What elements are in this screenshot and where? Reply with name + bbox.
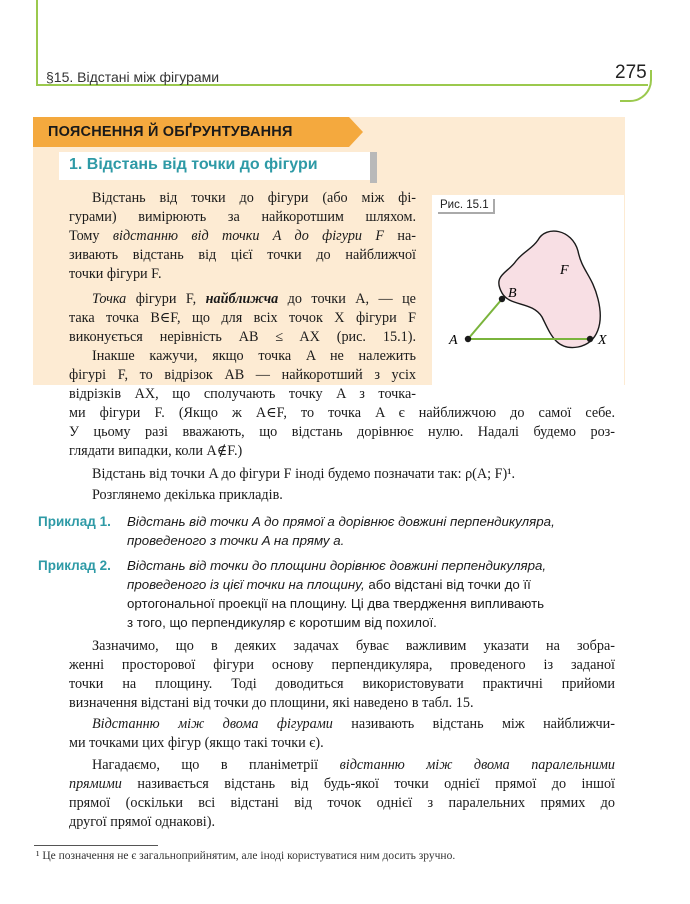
point-a — [465, 336, 471, 342]
p1-line-2: гурами) вимірюють за найкоротшим шляхом. — [69, 209, 416, 225]
subsection-title: 1. Відстань від точки до фігури — [69, 156, 318, 173]
p1-line-5: точки фігури F. — [69, 266, 162, 282]
p1-line-3: Тому відстанню від точки A до фігури F на- — [69, 228, 416, 244]
p1-line-4: зивають відстань від цієї точки до найближчої — [69, 247, 416, 263]
running-head: §15. Відстані між фігурами — [46, 69, 220, 85]
p5-line: Розглянемо декілька прикладів. — [92, 487, 283, 503]
label-a: A — [449, 333, 458, 348]
example-2-line-2: проведеного із цієї точки на площину, або відстані від точки до її — [127, 577, 531, 592]
example-1-line-2: проведеного з точки A на пряму a. — [127, 533, 345, 548]
example-1-line-1: Відстань від точки A до прямої a дорівнює довжині перпендикуляра, — [127, 514, 555, 529]
p8-line-1: Нагадаємо, що в планіметрії відстанню між двома паралельними — [92, 757, 615, 773]
section-title: ПОЯСНЕННЯ Й ОБҐРУНТУВАННЯ — [48, 124, 293, 140]
subsection-shadow — [370, 152, 377, 183]
p6-line-2: женні просторової фігури основу перпендикуляра, проведеного із заданої — [69, 657, 615, 673]
p8-line-2: прямими називається відстань від будь-якої точки однієї прямої до іншої — [69, 776, 615, 792]
p2-line-1: Точка фігури F, найближча до точки A, — це — [92, 291, 416, 307]
label-b: B — [508, 286, 517, 301]
figure-15-1-diagram — [432, 215, 624, 383]
p3-line-4: ми фігури F. (Якщо ж A∈F, то точка A є найближчою до самої себе. — [69, 405, 615, 421]
figure-label: Рис. 15.1 — [438, 199, 495, 214]
p8-line-4: другої прямої однакові). — [69, 814, 216, 830]
label-x: X — [598, 333, 607, 348]
example-2-line-4: з того, що перпендикуляр є коротшим від похилої. — [127, 615, 437, 630]
page-frame-vertical — [36, 0, 38, 86]
p7-line-2: ми точками цих фігур (якщо такі точки є). — [69, 735, 324, 751]
point-x — [587, 336, 593, 342]
footnote-rule — [34, 845, 158, 846]
example-2-line-1: Відстань від точки до площини дорівнює довжині перпендикуляра, — [127, 558, 547, 573]
example-1-label: Приклад 1. — [38, 514, 111, 529]
p3-line-6: глядати випадки, коли A∉F.) — [69, 443, 243, 459]
example-2-line-3: ортогональної проекції на площину. Ці два твердження випливають — [127, 596, 545, 611]
p1-line-1: Відстань від точки до фігури (або між фі- — [92, 190, 416, 206]
example-2-label: Приклад 2. — [38, 558, 111, 573]
point-b — [499, 296, 505, 302]
segment-ab — [468, 299, 502, 339]
p6-line-4: визначення відстані від точки до площини, які наведено в табл. 15. — [69, 695, 474, 711]
p3-line-3: відрізків AX, що сполучають точку A з точка- — [69, 386, 416, 402]
p4-line: Відстань від точки A до фігури F іноді будемо позначати так: ρ(A; F)¹. — [92, 466, 516, 482]
page-number: 275 — [615, 62, 647, 83]
p6-line-3: точки на площину. Тоді доводиться використовувати практичні прийоми — [69, 676, 615, 692]
p2-line-3: виконується нерівність AB ≤ AX (рис. 15.1). — [69, 329, 416, 345]
p6-line-1: Зазначимо, що в деяких задачах буває важливим указати на зобра- — [92, 638, 615, 654]
footnote: ¹ Це позначення не є загальноприйнятим, але іноді користуватися ним досить зручно. — [36, 850, 456, 862]
p2-line-2: така точка B∈F, що для всіх точок X фігури F — [69, 310, 416, 326]
p3-line-5: У цьому разі вважають, що відстань дорівнює нулю. Надалі будемо роз- — [69, 424, 615, 440]
p3-line-1: Інакше кажучи, якщо точка A не належить — [92, 348, 416, 364]
p7-line-1: Відстанню між двома фігурами називають відстань між найближчи- — [92, 716, 615, 732]
label-f: F — [560, 263, 569, 278]
p3-line-2: фігурі F, то відрізок AB — найкоротший з усіх — [69, 367, 416, 383]
p8-line-3: прямої (оскільки всі відстані від точок однієї з паралельних прямих до — [69, 795, 615, 811]
